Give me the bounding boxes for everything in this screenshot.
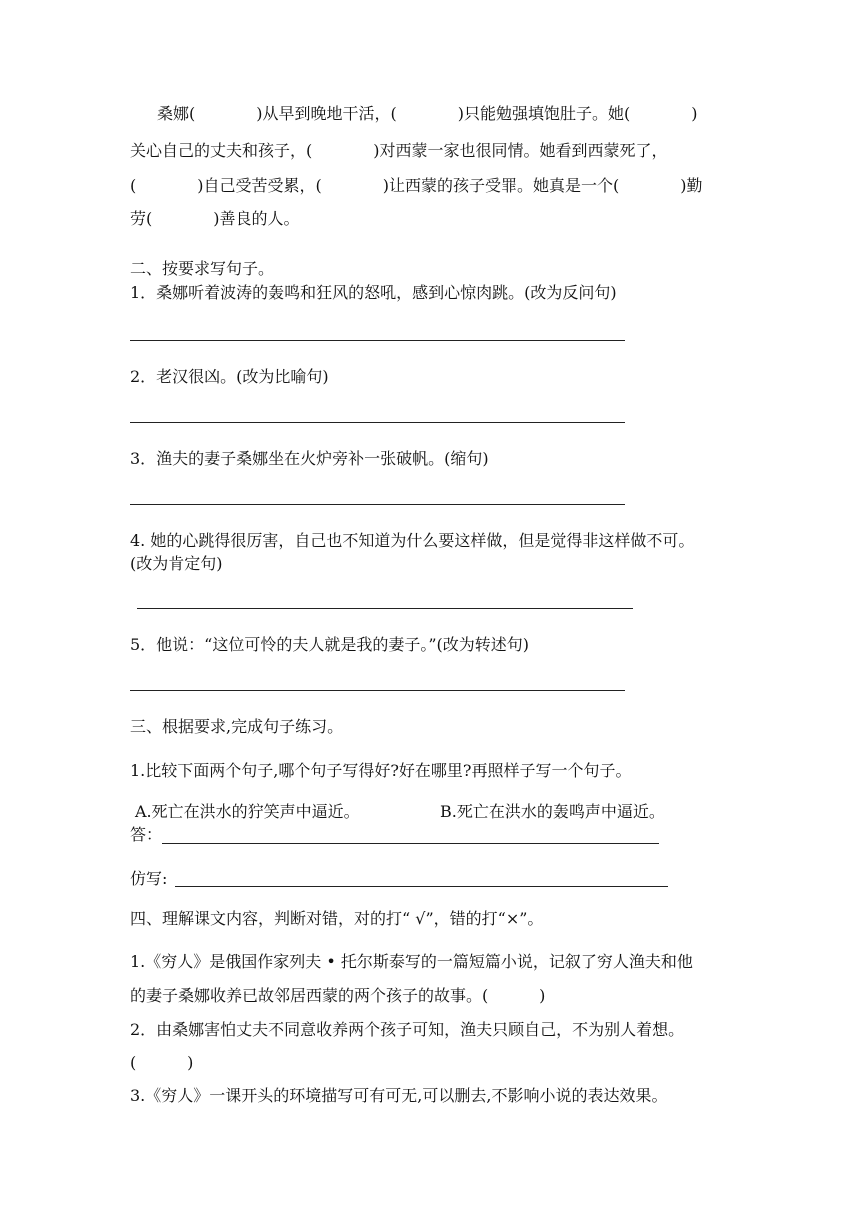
section-2-item-4-cont: (改为肯定句) (130, 554, 223, 573)
section-4-item-1-line-1: 1.《穷人》是俄国作家列夫 • 托尔斯泰写的一篇短篇小说，记叙了穷人渔夫和他 (130, 952, 693, 971)
section-2-item-2: 2．老汉很凶。(改为比喻句) (130, 367, 329, 386)
section-4-item-2-line-2: ( ) (130, 1053, 194, 1072)
imitate-label: 仿写: (130, 869, 173, 888)
answer-field[interactable] (162, 843, 659, 844)
passage-line-4: 劳( )善良的人。 (130, 209, 300, 228)
section-4-item-2-line-1: 2．由桑娜害怕丈夫不同意收养两个孩子可知，渔夫只顾自己，不为别人着想。 (130, 1020, 685, 1039)
section-2-item-3: 3．渔夫的妻子桑娜坐在火炉旁补一张破帆。(缩句) (130, 449, 489, 468)
option-a: A.死亡在洪水的狞笑声中逼近。 (135, 802, 360, 821)
section-4-item-1-line-2: 的妻子桑娜收养已故邻居西蒙的两个孩子的故事。( ) (130, 986, 546, 1005)
answer-line-5[interactable] (130, 690, 625, 691)
answer-line-2[interactable] (130, 422, 625, 423)
answer-line-3[interactable] (130, 504, 625, 505)
section-2-item-5: 5．他说：“这位可怜的夫人就是我的妻子。”(改为转述句) (130, 635, 530, 654)
section-3-heading: 三、根据要求,完成句子练习。 (130, 717, 344, 736)
section-2-item-4: 4. 她的心跳得很厉害，自己也不知道为什么要这样做，但是觉得非这样做不可。 (130, 531, 695, 550)
passage-line-3: ( )自己受苦受累，( )让西蒙的孩子受罪。她真是一个( )勤 (130, 176, 703, 195)
option-b: B.死亡在洪水的轰鸣声中逼近。 (440, 802, 665, 821)
imitate-field[interactable] (175, 886, 668, 887)
answer-line-1[interactable] (130, 340, 625, 341)
answer-line-4[interactable] (137, 608, 633, 609)
section-4-heading: 四、理解课文内容，判断对错，对的打“ √”，错的打“×”。 (130, 909, 544, 928)
passage-line-2: 关心自己的丈夫和孩子，( )对西蒙一家也很同情。她看到西蒙死了， (130, 141, 668, 160)
section-2-heading: 二、按要求写句子。 (130, 259, 275, 278)
answer-label: 答： (130, 825, 163, 844)
section-4-item-3-line-1: 3.《穷人》一课开头的环境描写可有可无,可以删去,不影响小说的表达效果。 (130, 1086, 668, 1105)
section-2-item-1: 1．桑娜听着波涛的轰鸣和狂风的怒吼，感到心惊肉跳。(改为反问句) (130, 283, 617, 302)
section-3-question: 1.比较下面两个句子,哪个句子写得好?好在哪里?再照样子写一个句子。 (130, 761, 632, 780)
passage-line-1: 桑娜( )从早到晚地干活，( )只能勉强填饱肚子。她( ) (157, 104, 698, 123)
